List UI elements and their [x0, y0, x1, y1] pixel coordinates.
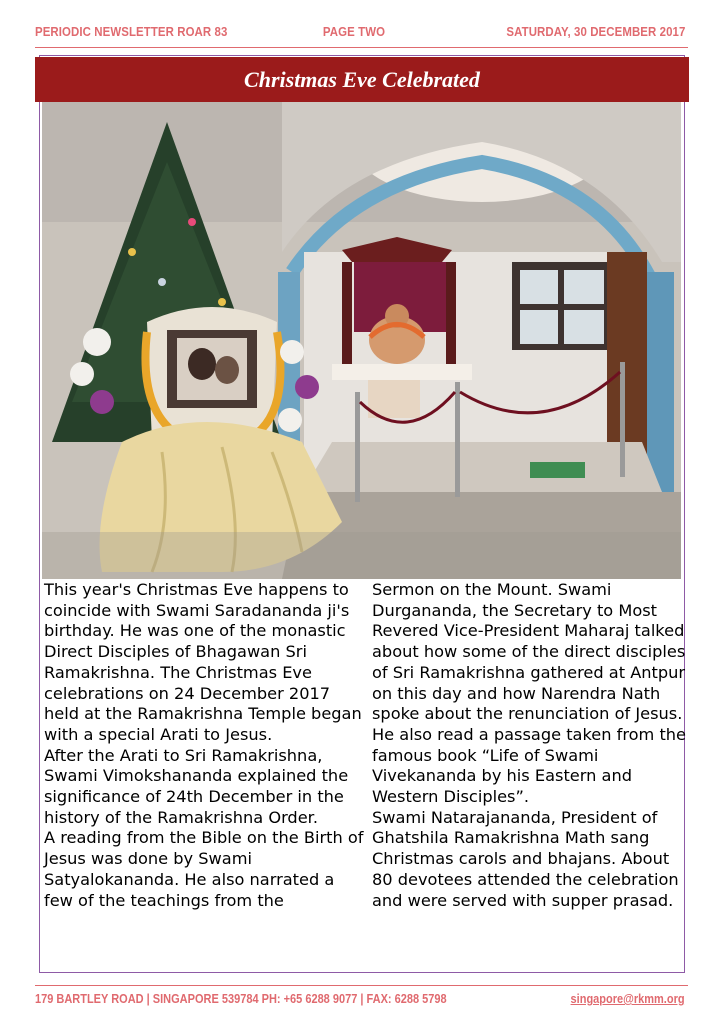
- paragraph: Sermon on the Mount. Swami Durgananda, the Secretary to Most Revered Vice-President Maharaj talked about how some of the direct disciples of Sri Ramakrishna gathered at Antpur on this day and how Narendra Nath spoke about the renunciation of Jesus. He also read a passage taken from the famous book “Life of Swami Vivekananda by his Eastern and Western Disciples”.: [372, 580, 687, 807]
- article-title-banner: [35, 57, 689, 102]
- article-column-left: [44, 580, 364, 911]
- footer-address: 179 BARTLEY ROAD | SINGAPORE 539784 PH: +65 6288 9077 | FAX: 6288 5798: [35, 992, 447, 1006]
- footer-email-link[interactable]: singapore@rkmm.org: [570, 992, 685, 1006]
- issue-date: SATURDAY, 30 DECEMBER 2017: [505, 24, 685, 39]
- article-title: Christmas Eve Celebrated: [244, 66, 480, 92]
- article-column-right: [372, 580, 687, 911]
- paragraph: This year's Christmas Eve happens to coincide with Swami Saradananda ji's birthday. He was one of the monastic Direct Disciples of Bhagawan Sri Ramakrishna. The Christmas Eve celebrations on 24 December 2017 held at the Ramakrishna Temple began with a special Arati to Jesus.: [44, 580, 362, 744]
- footer-divider: [35, 985, 688, 986]
- newsletter-issue: PERIODIC NEWSLETTER ROAR 83: [35, 24, 228, 39]
- paragraph: A reading from the Bible on the Birth of Jesus was done by Swami Satyalokananda. He also narrated a few of the teachings from the: [44, 828, 364, 910]
- page-number: PAGE TWO: [322, 24, 386, 39]
- paragraph: After the Arati to Sri Ramakrishna, Swami Vimokshananda explained the significance of 24th December in the history of the Ramakrishna Order.: [44, 745, 349, 827]
- paragraph: Swami Natarajananda, President of Ghatshila Ramakrishna Math sang Christmas carols and bhajans. About 80 devotees attended the celebration and were served with supper prasad.: [372, 807, 679, 910]
- header-divider: [35, 47, 688, 48]
- article-photo: [42, 102, 681, 579]
- christmas-shrine-photo: [42, 102, 681, 579]
